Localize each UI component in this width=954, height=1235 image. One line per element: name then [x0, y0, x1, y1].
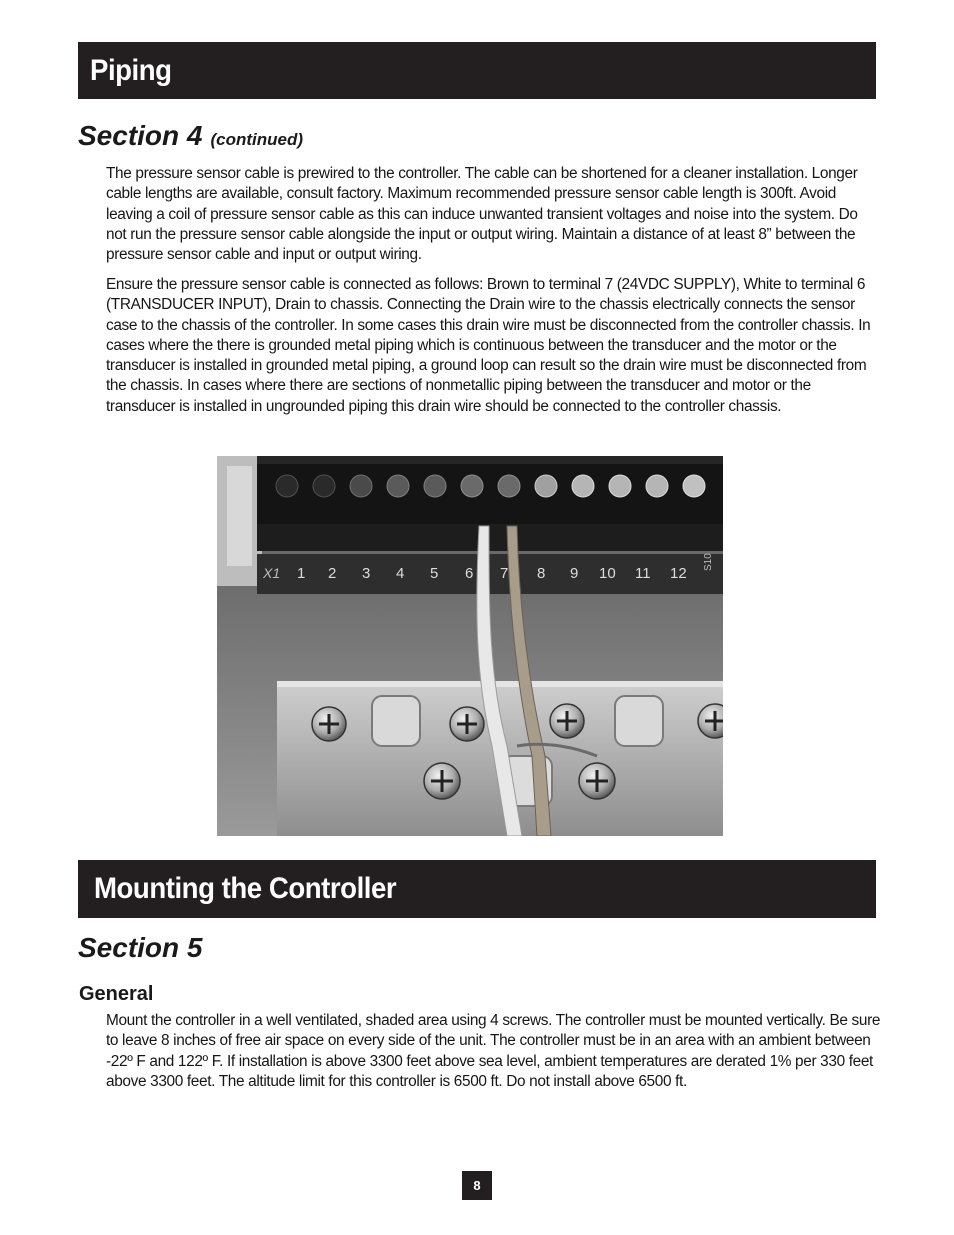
terminal-number: 4: [396, 565, 405, 582]
mounting-banner: [78, 860, 876, 918]
terminal-number: 5: [430, 565, 439, 582]
general-subheading: General: [79, 983, 154, 1005]
piping-paragraph-2: Ensure the pressure sensor cable is connected as follows: Brown to terminal 7 (24VDC SUPPLY), White to terminal 6 (TRANSDUCER INPUT), Drain to chassis. Connecting the Drain wire to the chassis electrically connects the sensor case to the chassis of the controller. In some cases this drain wire must be disconnected from the controller chassis. In cases where the there is grounded metal piping which is continuous between the transducer and the motor or the transducer is installed in grounded metal piping, a ground loop can result so the drain wire must be disconnected from the chassis. In cases where there are sections of nonmetallic piping between the transducer and motor or the transducer is installed in ungrounded piping this drain wire should be connected to the controller chassis.: [106, 276, 871, 415]
terminal-number: 3: [362, 565, 371, 582]
section-4-subtitle: (continued): [210, 130, 304, 149]
terminal-number: 12: [670, 565, 687, 582]
section-4-heading: [78, 120, 303, 152]
mounting-banner-title: Mounting the Controller: [94, 872, 397, 905]
mounting-paragraph: Mount the controller in a well ventilated, shaded area using 4 screws. The controller must be mounted vertically. Be sure to leave 8 inches of free air space on every side of the unit. The controller must be in an area with an ambient between -22º F and 122º F. If installation is above 3300 feet above sea level, ambient temperatures are derated 1% per 330 feet above 3300 feet. The altitude limit for this controller is 6500 ft. Do not install above 6500 ft.: [106, 1012, 881, 1090]
page-number: 8: [462, 1171, 492, 1200]
terminal-number: 2: [328, 565, 337, 582]
terminal-strip-label: X1: [263, 565, 281, 581]
piping-banner-title: Piping: [90, 53, 172, 87]
terminal-number: 8: [537, 565, 546, 582]
piping-paragraph-1: The pressure sensor cable is prewired to the controller. The cable can be shortened for a cleaner installation. Longer cable lengths are available, consult factory. Maximum recommended pressure sensor cable length is 300ft. Avoid leaving a coil of pressure sensor cable as this can induce unwanted transient voltages and noise into the system. Do not run the pressure sensor cable alongside the input or output wiring. Maintain a distance of at least 8” between the pressure sensor cable and input or output wiring.: [106, 165, 858, 264]
terminal-number: 9: [570, 565, 579, 582]
terminal-number: 7: [500, 565, 509, 582]
terminal-number: 11: [635, 565, 651, 582]
piping-banner: [78, 42, 876, 99]
terminal-number: 10: [599, 565, 616, 582]
side-label: S10: [703, 553, 714, 571]
terminal-wiring-photo: [217, 456, 723, 836]
terminal-number: 6: [465, 565, 474, 582]
section-5-title: Section 5: [78, 932, 203, 963]
section-5-heading: [78, 932, 202, 964]
section-4-title: Section 4: [78, 120, 203, 151]
terminal-number: 1: [297, 565, 306, 582]
